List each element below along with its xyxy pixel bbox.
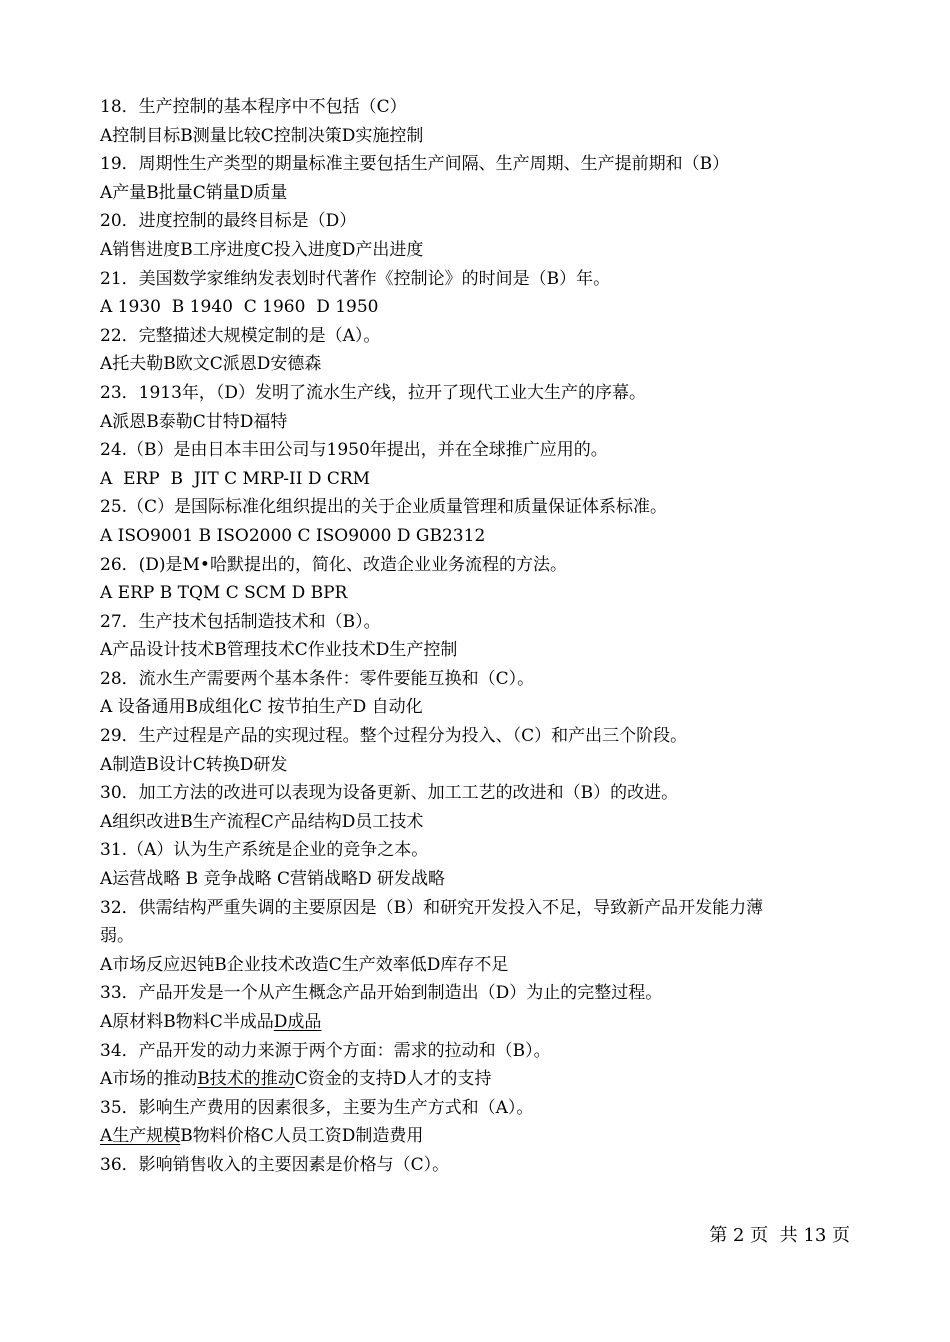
text-segment: 26．(D)是M•哈默提出的，简化、改造企业业务流程的方法。	[100, 554, 567, 575]
text-line	[100, 865, 860, 894]
text-segment: 21．美国数学家维纳发表划时代著作《控制论》的时间是（B）年。	[100, 268, 611, 289]
text-line	[100, 636, 860, 665]
text-segment: A组织改进B生产流程C产品结构D员工技术	[100, 811, 424, 832]
text-segment: 33．产品开发是一个从产生概念产品开始到制造出（D）为止的完整过程。	[100, 983, 663, 1004]
text-segment: 29．生产过程是产品的实现过程。整个过程分为投入、（C）和产出三个阶段。	[100, 726, 688, 747]
text-line	[100, 1008, 860, 1037]
text-segment: A控制目标B测量比较C控制决策D实施控制	[100, 125, 424, 146]
text-segment: 32．供需结构严重失调的主要原因是（B）和研究开发投入不足，导致新产品开发能力薄	[100, 897, 764, 918]
text-segment: 27．生产技术包括制造技术和（B）。	[100, 611, 381, 632]
text-segment: A产品设计技术B管理技术C作业技术D生产控制	[100, 640, 458, 661]
text-line	[100, 522, 860, 551]
text-segment: 23．1913年，（D）发明了流水生产线，拉开了现代工业大生产的序幕。	[100, 382, 647, 403]
text-line	[100, 1122, 860, 1151]
page-footer: 第 2 页 共 13 页	[709, 1225, 850, 1246]
text-segment: A托夫勒B欧文C派恩D安德森	[100, 354, 322, 375]
text-line	[100, 150, 860, 179]
text-segment: 35．影响生产费用的因素很多，主要为生产方式和（A）。	[100, 1097, 534, 1118]
text-segment: 25.（C）是国际标准化组织提出的关于企业质量管理和质量保证体系标准。	[100, 497, 668, 518]
text-line	[100, 93, 860, 122]
text-segment: A ERP B JIT C MRP-II D CRM	[100, 468, 371, 489]
underlined-answer: A生产规模	[100, 1126, 181, 1147]
text-segment: 22．完整描述大规模定制的是（A）。	[100, 325, 381, 346]
text-line	[100, 779, 860, 808]
text-line	[100, 951, 860, 980]
text-line	[100, 1094, 860, 1123]
underlined-answer: D成品	[273, 1012, 322, 1032]
text-segment: 34．产品开发的动力来源于两个方面：需求的拉动和（B）。	[100, 1040, 551, 1061]
text-segment: A市场的推动	[100, 1069, 198, 1090]
text-line	[100, 751, 860, 780]
text-segment: A派恩B泰勒C甘特D福特	[100, 411, 288, 432]
text-segment: 20．进度控制的最终目标是（D）	[100, 211, 357, 232]
text-line	[100, 665, 860, 694]
text-line	[100, 1065, 860, 1094]
text-line	[100, 579, 860, 608]
text-line	[100, 836, 860, 865]
text-line	[100, 379, 860, 408]
text-segment: A产量B批量C销量D质量	[100, 182, 288, 203]
text-segment: A制造B设计C转换D研发	[100, 754, 288, 775]
text-segment: 弱。	[100, 926, 134, 947]
text-line	[100, 608, 860, 637]
text-line	[100, 922, 860, 951]
text-segment: 31.（A）认为生产系统是企业的竞争之本。	[100, 840, 429, 861]
text-line	[100, 436, 860, 465]
text-line	[100, 894, 860, 923]
text-segment: A市场反应迟钝B企业技术改造C生产效率低D库存不足	[100, 954, 509, 975]
text-segment: A ISO9001 B ISO2000 C ISO9000 D GB2312	[100, 525, 486, 546]
text-line	[100, 236, 860, 265]
text-line	[100, 265, 860, 294]
text-segment: 28．流水生产需要两个基本条件：零件要能互换和（C）。	[100, 668, 535, 689]
text-line	[100, 122, 860, 151]
text-line	[100, 722, 860, 751]
text-segment: A原材料B物料C半成品	[100, 1012, 274, 1032]
text-segment: B物料价格C人员工资D制造费用	[180, 1126, 424, 1147]
text-segment: A ERP B TQM C SCM D BPR	[100, 583, 348, 604]
text-segment: 19．周期性生产类型的期量标准主要包括生产间隔、生产周期、生产提前期和（B）	[100, 154, 730, 175]
text-line	[100, 1037, 860, 1066]
question-list	[100, 93, 860, 1180]
text-line	[100, 179, 860, 208]
text-segment: 36．影响销售收入的主要因素是价格与（C）。	[100, 1154, 450, 1175]
text-segment: 24.（B）是由日本丰田公司与1950年提出，并在全球推广应用的。	[100, 440, 608, 461]
text-line	[100, 350, 860, 379]
text-line	[100, 465, 860, 494]
text-segment: A 1930 B 1940 C 1960 D 1950	[100, 297, 379, 318]
text-line	[100, 1151, 860, 1180]
text-line	[100, 808, 860, 837]
text-segment: A 设备通用B成组化C 按节拍生产D 自动化	[100, 697, 423, 718]
text-segment: 30．加工方法的改进可以表现为设备更新、加工工艺的改进和（B）的改进。	[100, 783, 679, 804]
text-segment: C资金的支持D人才的支持	[294, 1069, 492, 1090]
text-line	[100, 979, 860, 1008]
underlined-answer: B技术的推动	[197, 1069, 295, 1090]
text-line	[100, 322, 860, 351]
text-segment: 18．生产控制的基本程序中不包括（C）	[100, 97, 407, 117]
text-segment: A运营战略 B 竞争战略 C营销战略D 研发战略	[100, 869, 446, 890]
text-line	[100, 551, 860, 580]
text-line	[100, 693, 860, 722]
text-segment: A销售进度B工序进度C投入进度D产出进度	[100, 239, 424, 260]
text-line	[100, 493, 860, 522]
text-line	[100, 408, 860, 437]
text-line	[100, 293, 860, 322]
text-line	[100, 207, 860, 236]
